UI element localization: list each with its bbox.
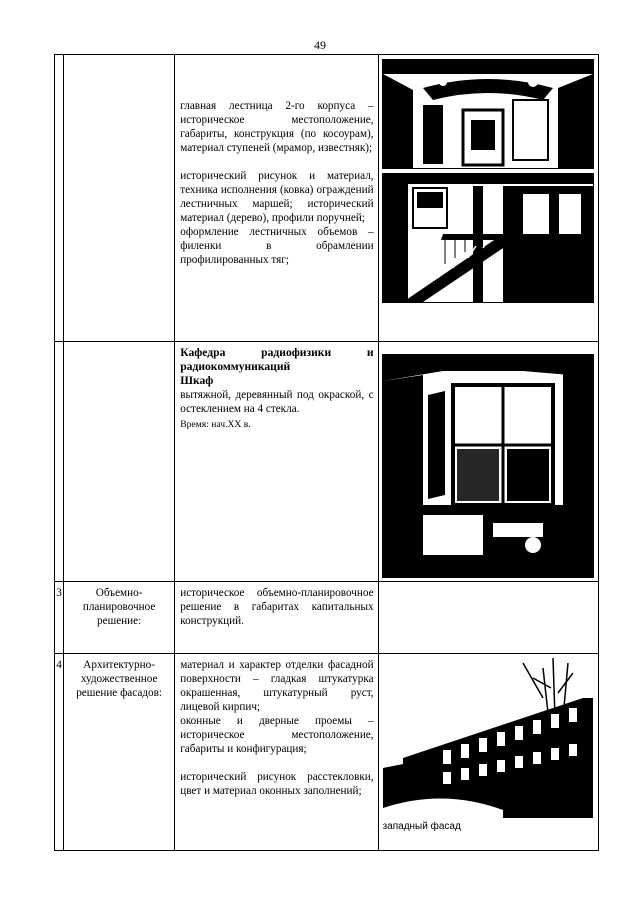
description-paragraph: главная лестница 2-го корпуса – историческое местоположение, габариты, конструкция (по косоурам), материал ступеней (мрамор, известняк); — [180, 100, 374, 154]
west-facade-photo-icon — [383, 658, 593, 818]
row-photo-cell — [378, 582, 598, 654]
row-photo-cell — [378, 342, 598, 582]
row-name-cell: Объемно-планировочное решение: — [64, 582, 175, 654]
department-heading: Кафедра радиофизики и радиокоммуникаций — [180, 346, 374, 373]
description-paragraph: оконные и дверные проемы – историческое местоположение, габариты и конфигурация; — [180, 715, 374, 755]
row-name-cell — [64, 342, 175, 582]
description-paragraph: исторический рисунок расстекловки, цвет и материал оконных заполнений; — [180, 771, 374, 797]
description-paragraph: исторический рисунок и материал, техника исполнения (ковка) ограждений лестничных маршей; исторический материал (дерево), профили поручней; — [180, 170, 374, 224]
row-number-cell — [55, 55, 64, 342]
table-row — [55, 582, 599, 654]
row-description-cell — [175, 55, 378, 342]
description-paragraph: материал и характер отделки фасадной поверхности – гладкая штукатурка окрашенная, штукатурный руст, лицевой кирпич; — [180, 659, 374, 713]
row-description-cell — [175, 342, 378, 582]
row-description-cell — [175, 654, 378, 851]
row-name-cell: Архитектурно-художественное решение фасадов: — [64, 654, 175, 851]
row-name-cell — [64, 55, 175, 342]
row-number-cell: 3 — [55, 582, 64, 654]
row-photo-cell — [378, 55, 598, 342]
item-description: историческое объемно-планировочное решение в габаритах капитальных конструкций. — [180, 587, 374, 627]
table-row — [55, 342, 599, 582]
row-number-cell: 4 — [55, 654, 64, 851]
page-number: 49 — [314, 38, 326, 52]
photo-caption: западный фасад — [382, 821, 461, 832]
row-description-cell — [175, 582, 378, 654]
fume-cupboard-photo-icon — [382, 354, 594, 578]
description-paragraph: оформление лестничных объемов – филенки в обрамлении профилированных тяг; — [180, 226, 374, 266]
table-row — [55, 654, 599, 851]
heritage-table — [54, 54, 599, 851]
item-description: вытяжной, деревянный под окраской, с остеклением на 4 стекла. — [180, 389, 374, 415]
staircase-photo-icon — [382, 59, 594, 169]
item-time: Время: нач.XX в. — [180, 419, 251, 430]
staircase-railing-photo-icon — [382, 173, 594, 303]
row-number-cell — [55, 342, 64, 582]
item-heading: Шкаф — [180, 374, 214, 387]
table-row — [55, 55, 599, 342]
row-photo-cell — [378, 654, 598, 851]
